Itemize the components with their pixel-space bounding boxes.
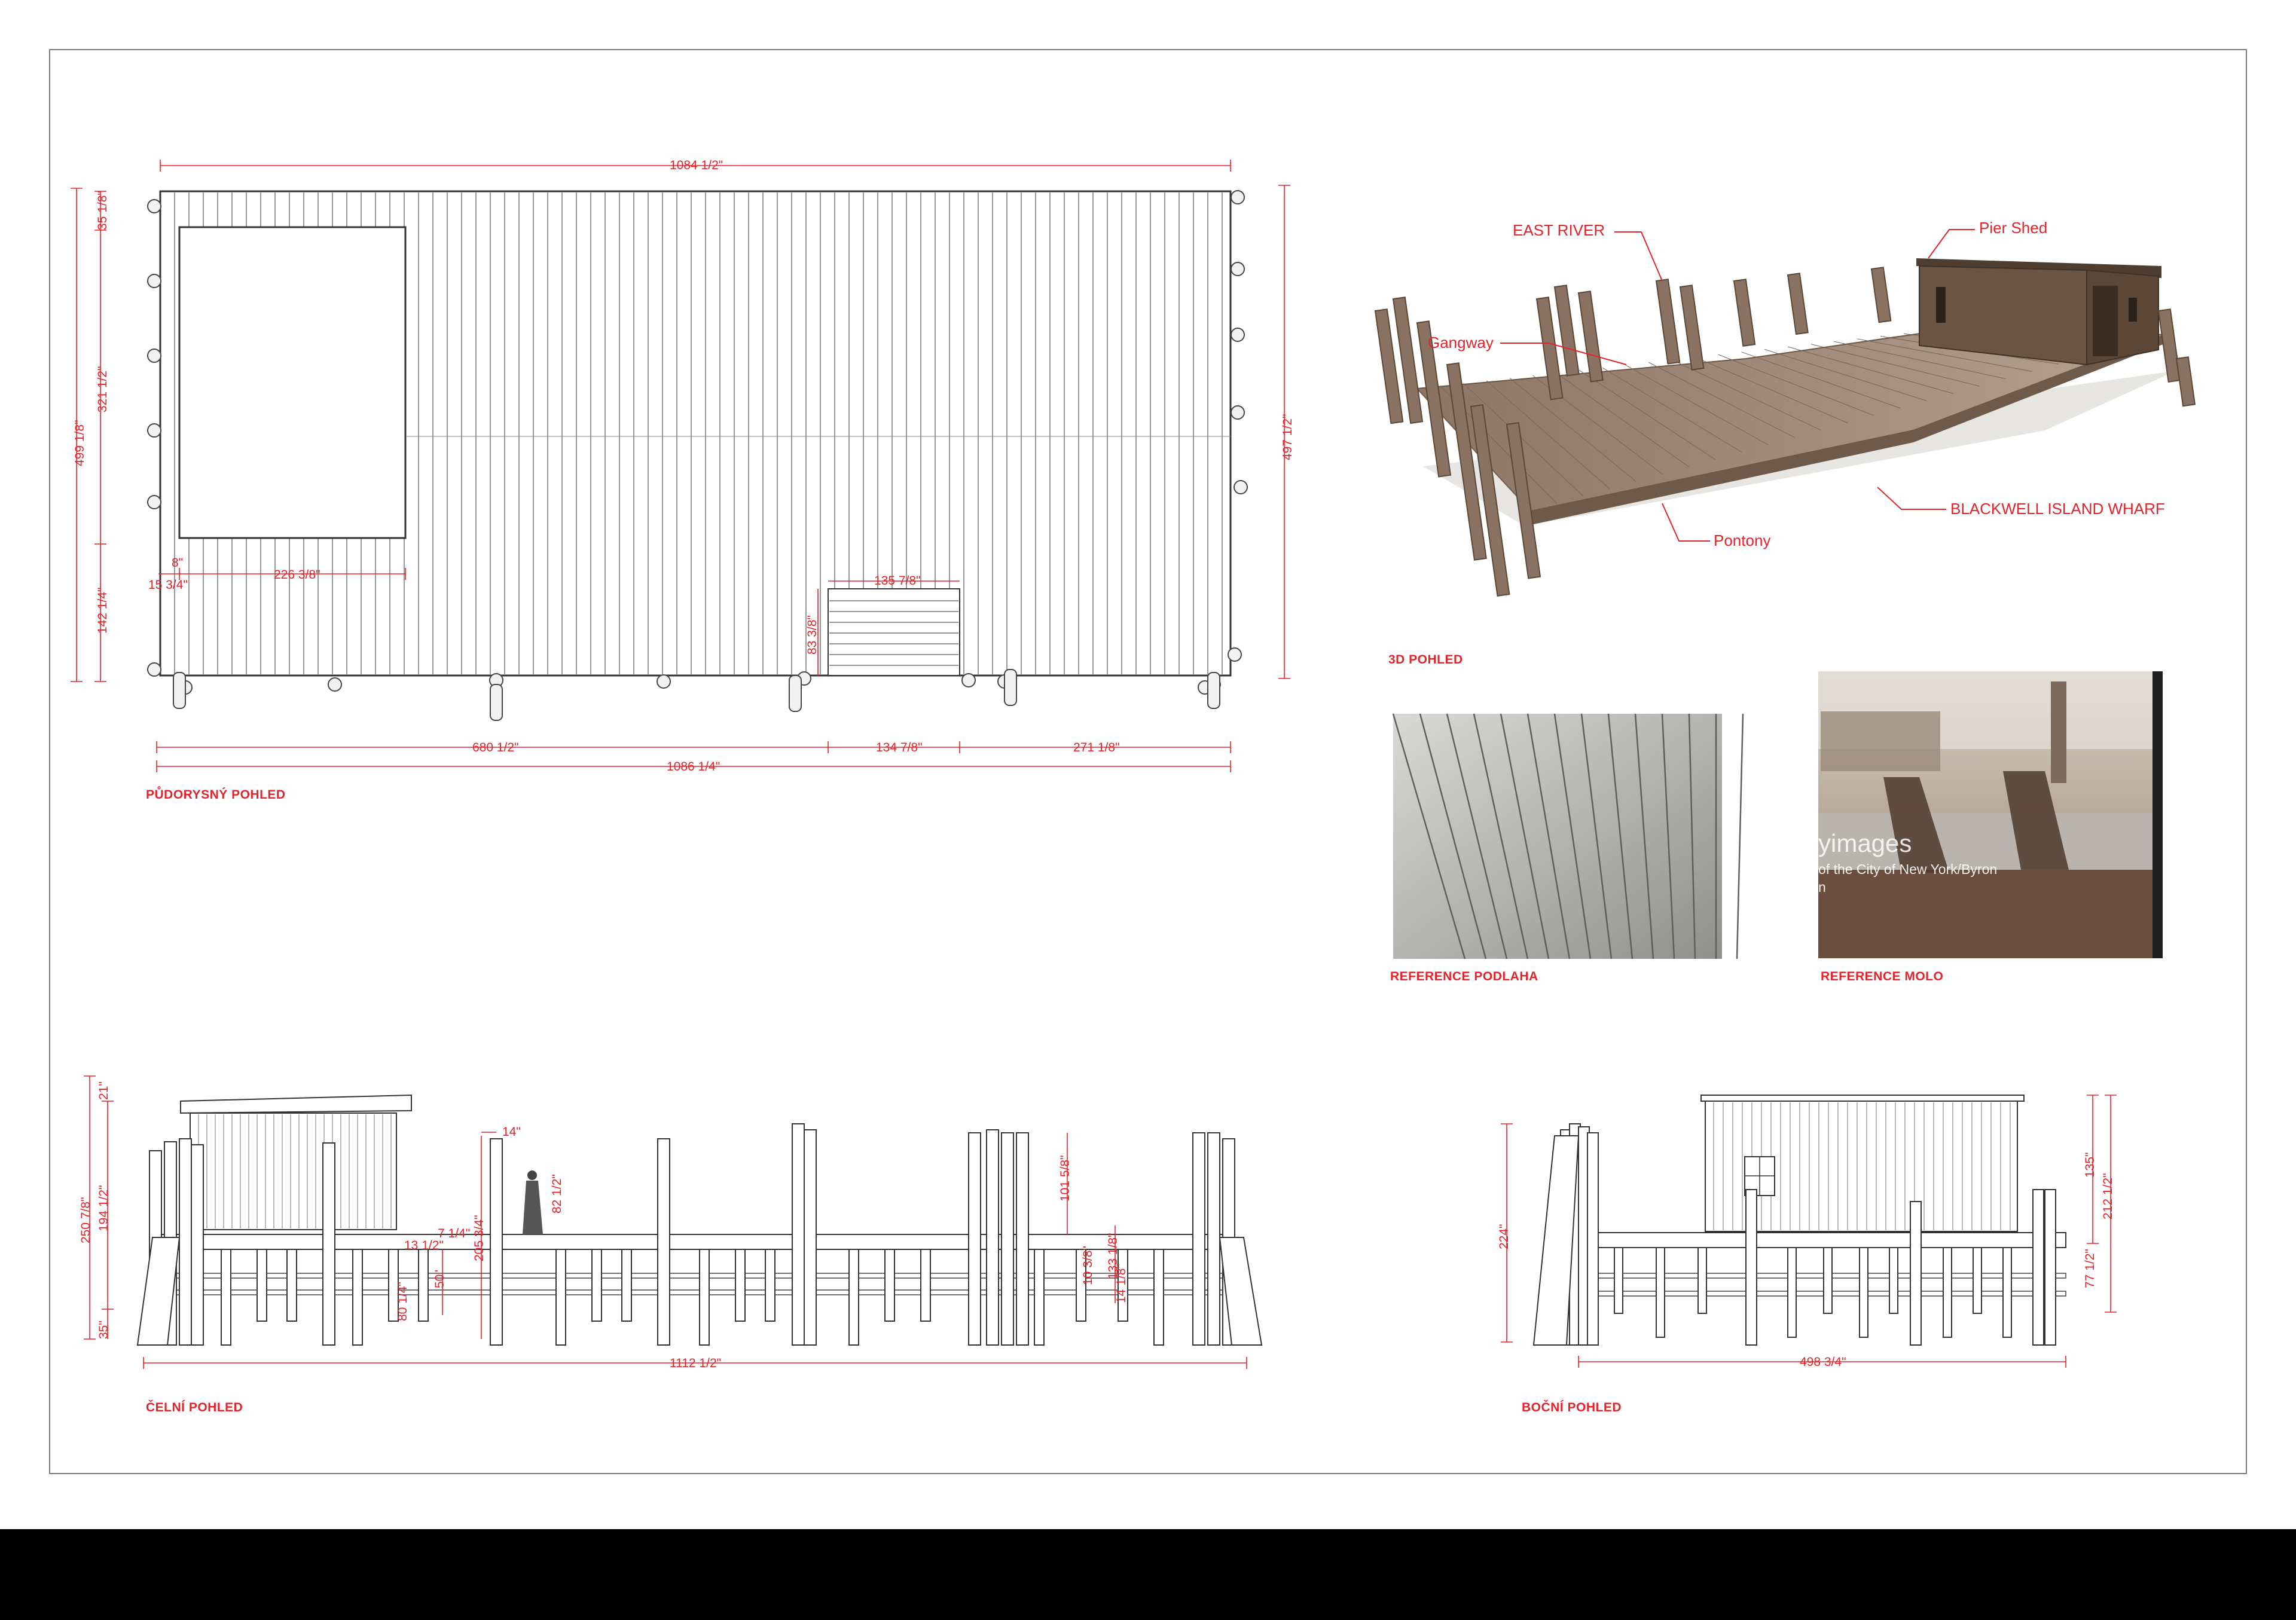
front-pile-short <box>921 1249 930 1321</box>
callout-blackwell: BLACKWELL ISLAND WHARF <box>1950 500 2165 518</box>
plan-shed-footprint <box>179 227 405 538</box>
callout-pontony: Pontony <box>1714 531 1771 549</box>
front-dim-35: 35" <box>97 1321 111 1339</box>
3d-pile <box>1871 267 1891 322</box>
side-pile-short <box>1698 1248 1706 1313</box>
plan-dim-inner-135: 135 7/8" <box>874 574 921 588</box>
side-shed-roof <box>1701 1095 2024 1101</box>
front-human-figure <box>523 1170 543 1234</box>
front-pile-short <box>221 1249 231 1345</box>
side-pile-tall <box>2033 1190 2044 1345</box>
side-dim-total: 498 3/4" <box>1800 1355 1846 1369</box>
front-pile-short <box>592 1249 602 1321</box>
side-dim-224: 224" <box>1497 1224 1511 1249</box>
3d-pile <box>2176 357 2195 406</box>
front-pile-tall <box>179 1139 191 1345</box>
side-dim-77: 77 1/2" <box>2083 1249 2097 1288</box>
side-pile-short <box>1788 1248 1796 1337</box>
side-pile-tall <box>2045 1190 2056 1345</box>
side-pile-short <box>1860 1248 1868 1337</box>
plan-dim-bottom-b: 134 7/8" <box>876 741 923 754</box>
plan-dim-left-total: 499 1/8" <box>73 420 87 466</box>
front-dim-50: 50" <box>433 1270 447 1288</box>
front-dim-10: 10 3/8" <box>1081 1246 1095 1285</box>
front-pile-short <box>1034 1249 1044 1345</box>
3d-pile <box>1578 291 1603 381</box>
ref-photo-watermark: yimages <box>1818 829 1912 857</box>
front-pile-short <box>287 1249 297 1321</box>
plan-pile-angled <box>1208 673 1220 708</box>
front-dim-21: 21" <box>97 1081 111 1100</box>
plan-pile <box>148 200 161 213</box>
side-dim-135: 135" <box>2083 1152 2097 1178</box>
reference-pier-image <box>1818 671 2163 958</box>
front-deck <box>155 1234 1232 1249</box>
plan-dim-inner-83: 83 3/8" <box>805 615 819 655</box>
front-pile-tall <box>804 1130 816 1345</box>
front-pile-short <box>419 1249 428 1321</box>
plan-pile <box>148 424 161 437</box>
ref-floor-title: REFERENCE PODLAHA <box>1390 970 1538 983</box>
front-pile-short <box>353 1249 362 1345</box>
front-dim-250: 250 7/8" <box>79 1197 93 1243</box>
3d-pile <box>2158 309 2181 382</box>
plan-dim-inner-226: 226 3/8" <box>274 568 320 582</box>
ref-photo-caption: of the City of New York/Byron <box>1818 861 1998 877</box>
front-shed-wall <box>190 1113 396 1230</box>
plan-view <box>71 158 1294 774</box>
side-pile-short <box>1973 1248 1981 1313</box>
plan-dim-left-a: 35 1/8" <box>96 191 109 230</box>
side-stringer-b <box>1578 1291 2066 1296</box>
front-dim-133: 133 1/8" <box>1106 1233 1120 1279</box>
plan-dim-bottom-c: 271 1/8" <box>1073 741 1120 754</box>
3d-view-title: 3D POHLED <box>1388 653 1463 667</box>
plan-pile <box>328 678 341 691</box>
plan-pile <box>1231 328 1244 341</box>
plan-pile <box>148 663 161 676</box>
3d-pile <box>1734 279 1755 346</box>
side-pile-short <box>1656 1248 1665 1337</box>
front-pile-tall <box>792 1124 804 1345</box>
callout-east-river: EAST RIVER <box>1513 221 1605 239</box>
side-pile-short <box>1614 1248 1623 1313</box>
front-dim-total: 1112 1/2" <box>670 1356 722 1370</box>
front-pile-tall <box>323 1143 335 1345</box>
front-pile-tall <box>1002 1133 1013 1345</box>
callout-gangway: Gangway <box>1428 334 1494 351</box>
front-pile-short <box>622 1249 631 1321</box>
front-pile-short <box>1154 1249 1164 1345</box>
plan-dim-bottom-total: 1086 1/4" <box>667 760 720 774</box>
3d-pile <box>1680 285 1703 369</box>
side-deck <box>1578 1233 2066 1248</box>
front-dim-80: 80 1/4" <box>396 1282 410 1321</box>
front-dim-205: 205 3/4" <box>472 1215 486 1261</box>
front-stringer-b <box>155 1290 1232 1295</box>
plan-dim-top: 1084 1/2" <box>670 158 723 172</box>
plan-pile-angled <box>1004 670 1016 705</box>
plan-dim-right: 497 1/2" <box>1281 414 1294 460</box>
side-pile-tall <box>1910 1202 1921 1345</box>
front-pile-short <box>735 1249 745 1321</box>
plan-pile-angled <box>490 684 502 720</box>
front-pile-tall <box>658 1139 670 1345</box>
plan-dim-inner-15: 15 3/4" <box>148 578 188 592</box>
floor-seam <box>1737 714 1743 959</box>
plan-pile <box>962 674 975 687</box>
front-dim-14b: 14 1/8" <box>1115 1264 1128 1303</box>
side-pile-short <box>1943 1248 1952 1337</box>
front-pile-short <box>257 1249 267 1321</box>
callout-pier-shed: Pier Shed <box>1979 219 2048 237</box>
plan-pile-angled <box>789 675 801 711</box>
front-pile-short <box>849 1249 859 1345</box>
front-view-title: ČELNÍ POHLED <box>146 1401 243 1414</box>
side-pile-short <box>2003 1248 2011 1337</box>
front-dim-194: 194 1/2" <box>97 1185 111 1231</box>
plan-pile-angled <box>173 673 185 708</box>
plan-dim-inner-8: 8" <box>172 556 184 570</box>
front-pile-tall <box>1016 1133 1028 1345</box>
front-shed-roof <box>181 1095 411 1113</box>
3d-pile <box>1788 273 1808 334</box>
side-dim-212: 212 1/2" <box>2101 1173 2115 1219</box>
side-elevation <box>1497 1095 2117 1369</box>
plan-pile <box>1231 191 1244 204</box>
front-dim-13: 13 1/2" <box>404 1239 444 1252</box>
side-pile-tall <box>1587 1133 1598 1345</box>
plan-pile <box>1234 481 1247 494</box>
side-view-title: BOČNÍ POHLED <box>1522 1401 1622 1414</box>
reference-floor-image <box>1393 714 1743 959</box>
front-pile-tall <box>490 1139 502 1345</box>
plan-dim-left-c: 142 1/4" <box>96 587 109 634</box>
plan-dim-bottom-a: 680 1/2" <box>472 741 519 754</box>
plan-pile <box>148 496 161 509</box>
side-stringer <box>1578 1273 2066 1278</box>
side-pile-short <box>1889 1248 1898 1313</box>
plan-pile <box>1231 406 1244 419</box>
3d-pile <box>1656 279 1680 363</box>
plan-pile <box>148 274 161 288</box>
plan-gangway-opening <box>828 589 960 675</box>
front-elevation <box>79 1076 1262 1370</box>
3d-pier-shed <box>1916 258 2161 365</box>
front-pile-short <box>700 1249 709 1345</box>
front-dim-101: 101 5/8" <box>1058 1155 1072 1202</box>
front-pile-tall <box>1208 1133 1220 1345</box>
plan-view-title: PŮDORYSNÝ POHLED <box>146 788 286 802</box>
front-pile-short <box>885 1249 894 1321</box>
front-pile-tall <box>1193 1133 1205 1345</box>
front-pile-tall <box>191 1145 203 1345</box>
side-pile-short <box>1824 1248 1832 1313</box>
front-pile-short <box>765 1249 775 1321</box>
front-pile-tall <box>969 1133 981 1345</box>
plan-pile <box>1228 648 1241 661</box>
front-dim-82: 82 1/2" <box>550 1174 564 1214</box>
bottom-black-band <box>0 1529 2296 1620</box>
view-3d <box>1375 219 2195 596</box>
side-pile-tall <box>1746 1190 1757 1345</box>
plan-pile <box>148 349 161 362</box>
front-dim-14: 14" <box>502 1125 521 1139</box>
plan-pile <box>1231 262 1244 276</box>
ref-pier-title: REFERENCE MOLO <box>1821 970 1944 983</box>
front-dim-7: 7 1/4" <box>438 1227 471 1240</box>
front-pile-short <box>556 1249 566 1345</box>
3d-pile <box>1555 285 1579 375</box>
ref-photo-caption2: n <box>1818 879 1826 895</box>
front-stringer-a <box>155 1273 1232 1278</box>
front-pile-tall <box>987 1130 999 1345</box>
plan-dim-left-b: 321 1/2" <box>96 366 109 412</box>
plan-pile <box>657 675 670 688</box>
